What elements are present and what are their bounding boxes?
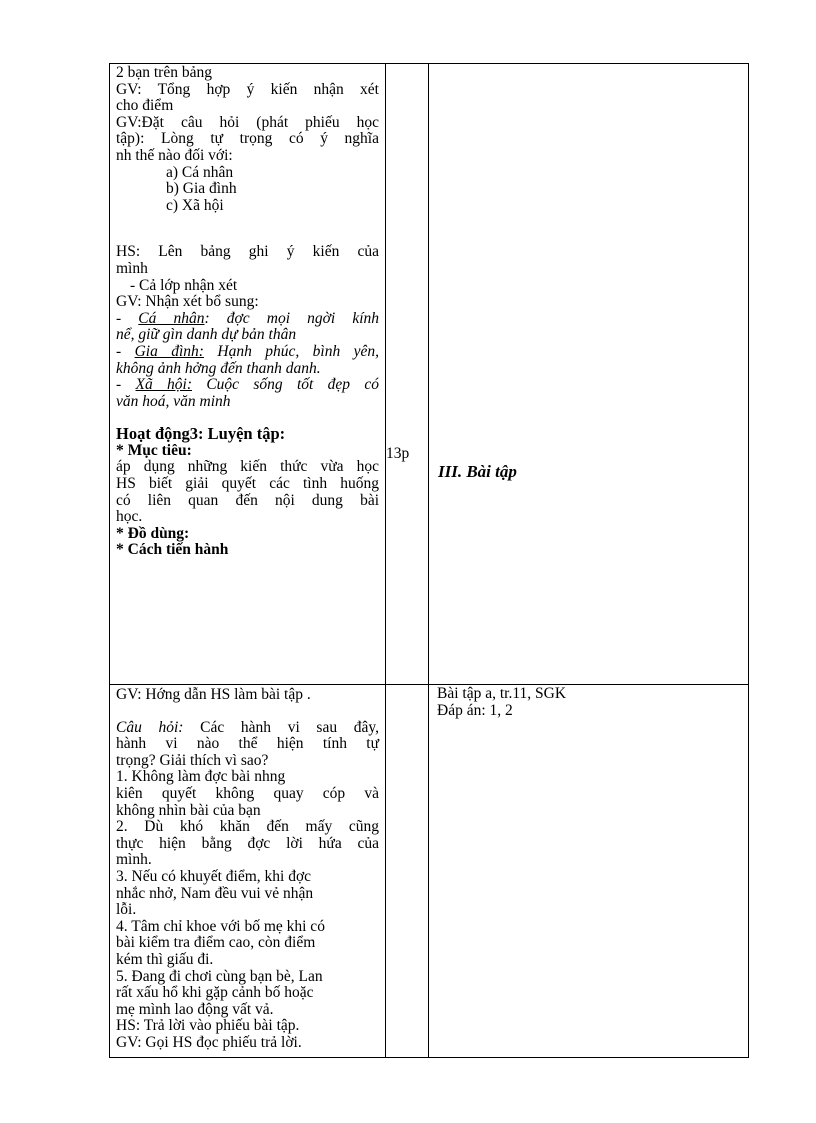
text-line: HS: Lên bảng ghi ý kiến của (116, 243, 379, 261)
section-heading: III. Bài tập (438, 462, 517, 481)
text-line: GV:Đặt câu hỏi (phát phiếu học (116, 113, 379, 131)
list-item: 3. Nếu có khuyết điểm, khi đợc (116, 867, 312, 885)
text-line: kiên quyết không quay cóp và (116, 784, 379, 802)
text-line: GV: Tổng hợp ý kiến nhận xét (116, 80, 379, 98)
text-line: GV: Gọi HS đọc phiếu trả lời. (116, 1033, 302, 1051)
text-line: HS: Trả lời vào phiếu bài tập. (116, 1017, 300, 1035)
canhan-label: Cá nhân (138, 309, 205, 327)
question-line: Câu hỏi: Các hành vi sau đây, (116, 718, 379, 736)
text-line: có liên quan đến nội dung bài (116, 491, 379, 509)
text-line: mình (116, 259, 148, 277)
time-cell (386, 685, 429, 1058)
text-line: HS biết giải quyết các tình huống (116, 475, 379, 493)
text-line: học. (116, 508, 143, 526)
text-line: nể, giữ gìn danh dự bản thân (116, 326, 297, 344)
text-line: không ảnh hởng đến thanh danh. (116, 359, 321, 377)
text-line: cho điểm (116, 97, 174, 115)
time-cell (386, 64, 429, 685)
xahoi-line: - Xã hội: Cuộc sống tốt đẹp có (116, 376, 380, 394)
text-line: mẹ mình lao động vất vả. (116, 1000, 274, 1018)
time-value: 13p (386, 445, 410, 462)
list-item: 2. Dù khó khăn đến mấy cũng (116, 818, 379, 836)
text-line: rất xấu hổ khi gặp cảnh bố hoặc (116, 984, 314, 1002)
list-item: 4. Tâm chỉ khoe với bố mẹ khi có (116, 917, 325, 935)
text-line: lỗi. (116, 901, 137, 919)
question-label: Câu hỏi: (116, 718, 184, 736)
giadinh-line: - Gia đình: Hạnh phúc, bình yên, (116, 342, 380, 360)
content-cell (429, 64, 749, 685)
answer-key: Đáp án: 1, 2 (437, 701, 513, 719)
table-row (110, 685, 749, 1058)
text-line: trọng? Giải thích vì sao? (116, 751, 269, 769)
text-line: GV: Hớng dẫn HS làm bài tập . (116, 686, 311, 703)
xahoi-label: Xã hội: (135, 376, 193, 394)
activity-cell (110, 64, 386, 685)
content-cell (429, 685, 749, 1058)
text-line: GV: Nhận xét bổ sung: (116, 293, 259, 311)
table-row (110, 64, 749, 685)
giadinh-label: Gia đình: (134, 342, 204, 360)
text-line: thực hiện bằng đợc lời hứa của (116, 834, 379, 852)
text-line: nh thế nào đối với: (116, 146, 233, 164)
activity-heading: Hoạt động3: Luyện tập: (116, 424, 286, 444)
procedure-label: * Cách tiến hành (116, 541, 229, 559)
option-a: a) Cá nhân (166, 163, 234, 181)
text-line: 2 bạn trên bảng (116, 64, 212, 81)
option-b: b) Gia đình (166, 180, 237, 198)
text-line: kém thì giấu đi. (116, 950, 214, 968)
text-line: văn hoá, văn minh (116, 392, 231, 410)
text-line: mình. (116, 851, 152, 869)
list-item: 1. Không làm đợc bài nhng (116, 768, 286, 786)
option-c: c) Xã hội (166, 196, 224, 214)
exercise-reference: Bài tập a, tr.11, SGK (437, 685, 567, 702)
activity-cell (110, 685, 386, 1058)
text-line: hành vi nào thể hiện tính tự (116, 735, 379, 753)
materials-label: * Đồ dùng: (116, 524, 190, 542)
objective-label: * Mục tiêu: (116, 441, 192, 459)
text-line: không nhìn bài của bạn (116, 801, 261, 819)
text-line: bài kiểm tra điểm cao, còn điểm (116, 934, 316, 952)
text-line: tập): Lòng tự trọng có ý nghĩa (116, 130, 379, 148)
text-line: nhắc nhở, Nam đều vui vẻ nhận (116, 884, 314, 902)
lesson-plan-table (109, 63, 749, 1058)
text-line: áp dụng những kiến thức vừa học (116, 458, 379, 476)
list-item: 5. Đang đi chơi cùng bạn bè, Lan (116, 967, 323, 985)
class-comment: - Cả lớp nhận xét (130, 276, 238, 294)
canhan-line: - Cá nhân: đợc mọi ngời kính (116, 309, 379, 327)
